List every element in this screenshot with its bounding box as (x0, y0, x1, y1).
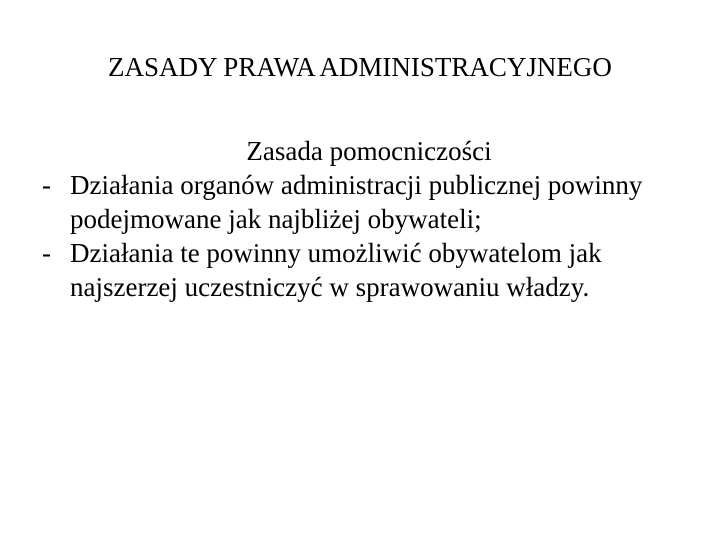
bullet-text: Działania te powinny umożliwić obywatelom jak najszerzej uczestniczyć w sprawowaniu władzy. (70, 238, 602, 302)
bullet-item (42, 236, 692, 304)
bullet-marker: - (42, 238, 51, 268)
slide-title: ZASADY PRAWA ADMINISTRACYJNEGO (108, 52, 612, 82)
slide-subtitle: Zasada pomocniczości (246, 136, 492, 166)
bullet-list (42, 168, 692, 304)
bullet-text: Działania organów administracji publicznej powinny podejmowane jak najbliżej obywateli; (70, 170, 643, 234)
bullet-item (42, 168, 692, 236)
bullet-marker: - (42, 170, 51, 200)
